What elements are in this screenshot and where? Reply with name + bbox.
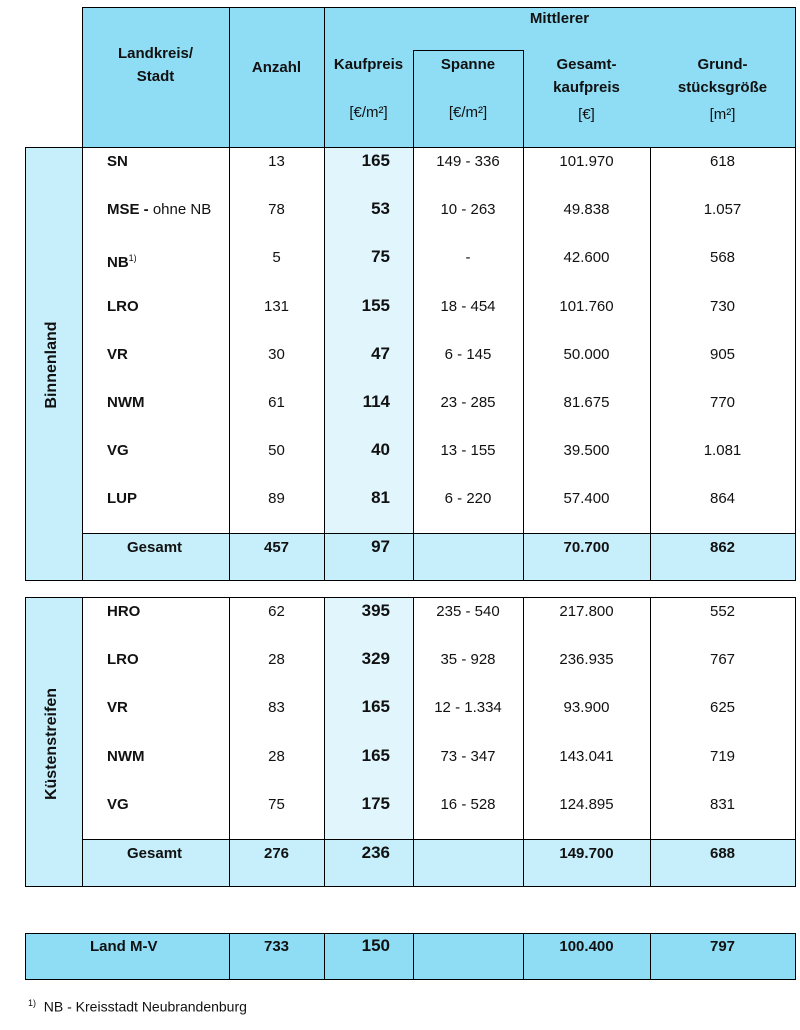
row-anzahl: 83: [268, 699, 285, 717]
total-kaufpreis: 97: [371, 537, 390, 556]
row-kaufpreis: 53: [371, 199, 390, 219]
row-landkreis-code: VG: [107, 442, 129, 460]
row-landkreis: [107, 602, 140, 622]
row-gesamtkaufpreis: 143.041: [559, 747, 614, 765]
row-gesamtkaufpreis: 101.970: [559, 153, 614, 170]
land-gesamtkaufpreis: 100.400: [559, 938, 614, 955]
row-kaufpreis: 114: [362, 392, 390, 411]
row-kaufpreis: 40: [371, 440, 390, 460]
row-grundstuecksgroesse: 770: [709, 394, 736, 411]
footnote: [28, 993, 247, 1017]
row-landkreis: [107, 795, 129, 815]
header-anzahl: Anzahl: [251, 59, 302, 76]
land-grundstuecksgroesse: 797: [709, 938, 736, 955]
row-anzahl: 13: [268, 153, 285, 170]
row-landkreis: [107, 200, 211, 220]
header-spanne: Spanne: [440, 56, 496, 73]
total-label: Gesamt: [127, 845, 183, 862]
land-label: Land M-V: [90, 938, 158, 955]
row-grundstuecksgroesse: 568: [709, 249, 736, 267]
row-anzahl: 61: [268, 394, 285, 411]
row-kaufpreis: 75: [371, 247, 390, 267]
row-landkreis: [107, 650, 139, 670]
footnote-text: NB - Kreisstadt Neubrandenburg: [43, 998, 247, 1015]
row-landkreis: [107, 747, 145, 767]
row-landkreis-code: HRO: [107, 603, 141, 620]
row-grundstuecksgroesse: 864: [709, 490, 736, 508]
row-grundstuecksgroesse: 767: [709, 651, 736, 669]
row-grundstuecksgroesse: 552: [709, 603, 736, 620]
row-kaufpreis: 155: [361, 295, 390, 315]
row-kaufpreis: 329: [361, 649, 390, 669]
row-kaufpreis: 47: [371, 343, 390, 363]
row-spanne: 23 - 285: [440, 394, 496, 411]
header-grundstuecksgroesse: Grund- stücksgröße: [677, 56, 768, 96]
row-spanne: -: [465, 249, 471, 267]
total-anzahl: 276: [263, 845, 290, 862]
row-landkreis: [107, 698, 128, 718]
row-grundstuecksgroesse: 719: [709, 747, 736, 765]
header-kaufpreis: Kaufpreis: [333, 56, 404, 73]
row-grundstuecksgroesse: 905: [709, 345, 736, 363]
row-grundstuecksgroesse: 831: [709, 795, 736, 813]
total-gesamtkaufpreis: 70.700: [563, 539, 610, 556]
row-landkreis: [107, 489, 137, 509]
row-kaufpreis: 81: [371, 488, 390, 508]
row-landkreis-code: SN: [107, 153, 128, 170]
footnote-mark: 1): [28, 998, 37, 1008]
row-anzahl: 89: [268, 490, 285, 508]
total-kaufpreis: 236: [361, 843, 390, 862]
row-anzahl: 28: [268, 747, 285, 765]
row-landkreis-code: NWM: [107, 394, 145, 411]
row-gesamtkaufpreis: 236.935: [559, 651, 614, 669]
row-landkreis-code: NB: [107, 254, 129, 272]
row-anzahl: 78: [268, 201, 285, 219]
row-spanne: 235 - 540: [436, 603, 500, 620]
row-anzahl: 131: [263, 297, 290, 315]
header-gesamtkaufpreis-unit: [€]: [578, 106, 595, 123]
header-spanne-unit: [€/m²]: [448, 104, 488, 121]
row-landkreis: [107, 393, 145, 413]
row-anzahl: 5: [272, 249, 281, 267]
row-kaufpreis: 175: [361, 793, 390, 813]
row-kaufpreis: 165: [361, 697, 390, 717]
row-spanne: 73 - 347: [440, 747, 496, 765]
row-anzahl: 30: [268, 345, 285, 363]
row-anzahl: 50: [268, 442, 285, 460]
row-grundstuecksgroesse: 625: [709, 699, 736, 717]
total-gesamtkaufpreis: 149.700: [559, 845, 614, 862]
land-kaufpreis: 150: [361, 936, 390, 955]
row-spanne: 6 - 220: [444, 490, 492, 508]
row-landkreis: [107, 441, 129, 461]
row-landkreis-code: LRO: [107, 651, 139, 669]
row-landkreis-code: LUP: [107, 490, 137, 508]
header-gesamtkaufpreis: Gesamt- kaufpreis: [553, 56, 620, 96]
row-landkreis: [107, 345, 128, 365]
row-spanne: 16 - 528: [440, 795, 496, 813]
row-gesamtkaufpreis: 124.895: [559, 795, 614, 813]
row-kaufpreis: 165: [361, 745, 390, 765]
row-landkreis-code: VR: [107, 699, 128, 717]
row-spanne: 10 - 263: [440, 201, 496, 219]
total-anzahl: 457: [263, 539, 290, 556]
header-mittlerer: Mittlerer: [529, 10, 590, 27]
row-landkreis: [107, 152, 128, 172]
row-landkreis-note: ohne NB: [148, 201, 212, 219]
header-kaufpreis-unit: [€/m²]: [349, 104, 388, 121]
row-landkreis-code: NWM: [107, 747, 145, 765]
group-label-binnenland: Binnenland: [43, 321, 60, 409]
row-grundstuecksgroesse: 1.081: [703, 442, 742, 460]
row-spanne: 6 - 145: [444, 345, 492, 363]
row-grundstuecksgroesse: 730: [709, 297, 736, 315]
row-spanne: 12 - 1.334: [434, 699, 502, 717]
row-landkreis-code: LRO: [107, 297, 139, 315]
land-anzahl: 733: [263, 938, 290, 955]
total-label: Gesamt: [127, 539, 183, 556]
row-anzahl: 75: [268, 795, 285, 813]
row-gesamtkaufpreis: 81.675: [563, 394, 610, 411]
row-landkreis: [107, 248, 137, 273]
row-gesamtkaufpreis: 49.838: [563, 201, 610, 219]
row-landkreis-code: VG: [107, 795, 129, 813]
row-spanne: 18 - 454: [440, 297, 496, 315]
row-gesamtkaufpreis: 217.800: [559, 603, 614, 620]
row-landkreis-code: VR: [107, 345, 128, 363]
row-gesamtkaufpreis: 42.600: [563, 249, 610, 267]
row-gesamtkaufpreis: 93.900: [563, 699, 610, 717]
row-grundstuecksgroesse: 618: [709, 153, 736, 170]
row-landkreis: [107, 297, 139, 317]
total-grundstuecksgroesse: 688: [709, 845, 736, 862]
row-spanne: 149 - 336: [436, 153, 500, 170]
row-anzahl: 62: [268, 603, 285, 620]
header-landkreis: Landkreis/ Stadt: [117, 45, 194, 85]
row-gesamtkaufpreis: 39.500: [563, 442, 610, 460]
row-anzahl: 28: [268, 651, 285, 669]
row-spanne: 13 - 155: [440, 442, 496, 460]
row-landkreis-code: MSE -: [107, 201, 149, 219]
row-grundstuecksgroesse: 1.057: [703, 201, 742, 219]
row-gesamtkaufpreis: 50.000: [563, 345, 610, 363]
footnote-ref: 1): [128, 253, 137, 264]
row-gesamtkaufpreis: 57.400: [563, 490, 610, 508]
row-kaufpreis: 165: [361, 151, 390, 170]
row-kaufpreis: 395: [361, 601, 390, 620]
row-gesamtkaufpreis: 101.760: [559, 297, 614, 315]
header-grundstuecksgroesse-unit: [m²]: [709, 106, 736, 123]
group-label-kuestenstreifen: Küstenstreifen: [43, 687, 60, 801]
row-spanne: 35 - 928: [440, 651, 496, 669]
total-grundstuecksgroesse: 862: [709, 539, 736, 556]
